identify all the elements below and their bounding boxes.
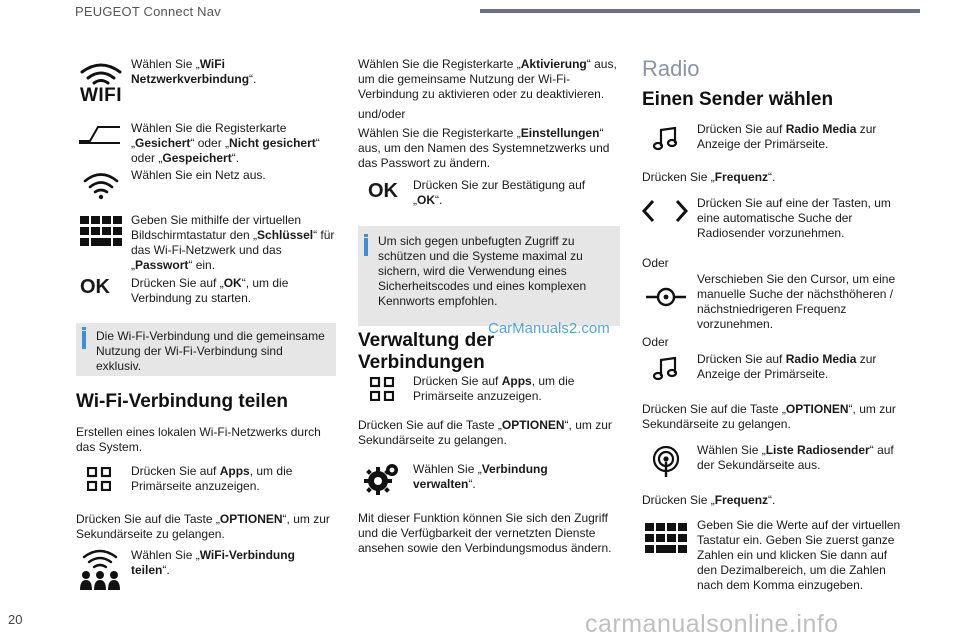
oder-label: Oder [642, 256, 669, 270]
step-text: Wählen Sie die Registerkarte „ [131, 121, 287, 150]
info-note [358, 226, 620, 326]
step-keyword: OPTIONEN [785, 402, 849, 416]
ok-icon: OK [368, 180, 398, 202]
step-keyword: Liste Radiosender [765, 443, 870, 457]
step-keyword: Gespeichert [162, 151, 232, 165]
info-icon [82, 331, 86, 349]
step-keyword: Einstellungen [520, 126, 600, 140]
paragraph-settings [358, 126, 620, 171]
step-text: zur Anzeige der Primärseite. [697, 122, 877, 151]
step-keyword: Frequenz [714, 170, 769, 184]
step-keyword: OK [223, 276, 242, 290]
step-select-network: Wählen Sie ein Netz aus. [131, 168, 266, 182]
step-manual-search: Verschieben Sie den Cursor, um eine manuelle Suche der nächsthöheren / nächstniedrigeren Frequenz vorzunehmen. [697, 272, 896, 331]
step-keyword: Radio Media [785, 122, 857, 136]
step-text: , um die Primärseite anzuzeigen. [131, 464, 293, 493]
wifi-icon-label: WIFI [79, 85, 123, 106]
keyboard-icon [80, 216, 122, 246]
step-keyword: Apps [219, 464, 250, 478]
step-keyword: Aktivierung [520, 57, 587, 71]
radio-station-icon [650, 446, 682, 478]
paragraph [642, 170, 775, 185]
step-text: “. [435, 193, 443, 207]
paragraph-activation [358, 57, 620, 102]
step-radio-media [697, 352, 897, 382]
step-manage-connection [413, 462, 613, 492]
section-heading: Verwaltung der Verbindungen [358, 330, 495, 373]
step-text: “ oder „ [131, 136, 320, 165]
wifi-signal-icon [82, 170, 120, 200]
step-keyword: Frequenz [714, 493, 769, 507]
note-text: Um sich gegen unbefugten Zugriff zu schützen und die Systeme maximal zu sichern, wird die Verwendung eines Sicherheitscodes und eines komplexen Kennworts empfohlen. [378, 234, 587, 308]
step-select-tab [131, 121, 341, 166]
music-note-icon [652, 126, 678, 152]
step-confirm-ok [413, 178, 613, 208]
step-text: “, um zur Sekundärseite zu gelangen. [642, 402, 896, 431]
step-text: “. [768, 493, 776, 507]
step-auto-search: Drücken Sie auf eine der Tasten, um eine automatische Suche der Radiosender vorzunehmen. [697, 196, 891, 240]
paragraph [642, 402, 904, 432]
watermark: CarManuals2.com [488, 320, 610, 337]
step-keyword: OK [417, 193, 435, 207]
step-text: Drücken Sie auf die Taste „ [358, 418, 502, 432]
info-note [76, 323, 336, 376]
step-text: Drücken Sie „ [642, 170, 715, 184]
step-wifi-share [131, 548, 321, 578]
step-keyword: Apps [501, 374, 532, 388]
paragraph [76, 512, 338, 542]
step-keyword: Verbindung verwalten [413, 462, 548, 491]
step-keyword: Gesichert [135, 136, 191, 150]
step-keyword: WiFi Netzwerkverbindung [131, 57, 250, 86]
step-text: “. [768, 170, 776, 184]
step-press-ok [131, 276, 321, 306]
step-radio-media [697, 122, 897, 152]
step-press-apps [413, 374, 613, 404]
step-text: Drücken Sie auf die Taste „ [642, 402, 786, 416]
step-text: Drücken Sie zur Bestätigung auf „ [413, 178, 586, 207]
step-text: “. [162, 563, 170, 577]
step-text: Wählen Sie die Registerkarte „ [358, 126, 521, 140]
step-keyword: OPTIONEN [501, 418, 565, 432]
wifi-share-icon [79, 548, 121, 592]
page-number: 20 [8, 612, 23, 627]
ok-icon: OK [80, 276, 110, 298]
oder-label: Oder [642, 335, 669, 349]
header-rule [480, 9, 920, 13]
step-text: Drücken Sie auf „ [131, 276, 224, 290]
step-text: “ ein. [188, 258, 216, 272]
step-text: zur Anzeige der Primärseite. [697, 352, 877, 381]
step-text: Drücken Sie auf [697, 352, 786, 366]
paragraph: Erstellen eines lokalen Wi-Fi-Netzwerks durch das System. [76, 425, 321, 454]
paragraph [358, 418, 620, 448]
step-text: “ aus, um die gemeinsame Nutzung der Wi-Fi-Verbindung zu aktivieren oder zu deaktivieren. [358, 57, 617, 101]
watermark: carmanualsonline.info [585, 610, 839, 638]
step-text: Geben Sie mithilfe der virtuellen Bildschirmtastatur den „ [131, 213, 302, 242]
step-keyword: Radio Media [785, 352, 857, 366]
step-enter-frequency: Geben Sie die Werte auf der virtuellen Tastatur ein. Geben Sie zuerst ganze Zahlen ein und klicken Sie dann auf den Dezimalbereich, um die Zahlen nach dem Komma einzugeben. [697, 518, 901, 592]
step-keyword: Passwort [135, 258, 189, 272]
apps-icon [87, 467, 111, 491]
gears-icon [364, 462, 400, 496]
info-icon [364, 238, 368, 256]
step-text: “, um die Verbindung zu starten. [131, 276, 289, 305]
step-station-list [697, 443, 897, 473]
paragraph-and-or: und/oder [358, 107, 406, 121]
step-text: “. [249, 72, 257, 86]
step-text: “ auf der Sekundärseite aus. [697, 443, 894, 472]
step-text: Drücken Sie auf die Taste „ [76, 512, 220, 526]
paragraph [642, 493, 775, 508]
step-text: “. [468, 477, 476, 491]
music-note-icon [652, 356, 678, 382]
chevron-left-right-icon [641, 199, 689, 223]
slider-cursor-icon [646, 284, 686, 310]
tab-icon [76, 124, 122, 144]
paragraph: Mit dieser Funktion können Sie sich den Zugriff und die Verfügbarkeit der vernetzten Dienste ansehen sowie den Verbindungsmodus ändern. [358, 511, 612, 555]
wifi-icon [78, 62, 124, 106]
step-text: Drücken Sie auf [697, 122, 786, 136]
step-press-apps [131, 464, 321, 494]
note-text: Die Wi-Fi-Verbindung und die gemeinsame Nutzung der Wi-Fi-Verbindung sind exklusiv. [96, 329, 325, 373]
step-text: Drücken Sie auf [413, 374, 502, 388]
step-keyword: WiFi-Verbindung teilen [131, 548, 295, 577]
step-text: Wählen Sie „ [413, 462, 482, 476]
step-keyword: Schlüssel [257, 228, 314, 242]
step-keyword: Nicht gesichert [229, 136, 316, 150]
apps-icon [370, 377, 394, 401]
section-heading: Einen Sender wählen [642, 89, 834, 110]
step-text: Wählen Sie „ [131, 57, 200, 71]
keyboard-icon [645, 523, 687, 553]
page-header-title: PEUGEOT Connect Nav [75, 4, 221, 19]
step-text: , um die Primärseite anzuzeigen. [413, 374, 575, 403]
step-text: “, um zur Sekundärseite zu gelangen. [76, 512, 330, 541]
step-enter-key [131, 213, 341, 273]
section-heading: Wi-Fi-Verbindung teilen [76, 391, 288, 412]
step-text: Wählen Sie „ [697, 443, 766, 457]
step-wifi-network [131, 57, 331, 87]
step-keyword: OPTIONEN [219, 512, 283, 526]
step-text: “ aus, um den Namen des Systemnetzwerks und das Passwort zu ändern. [358, 126, 610, 170]
step-text: Wählen Sie die Registerkarte „ [358, 57, 521, 71]
step-text: Drücken Sie auf [131, 464, 220, 478]
step-text: Wählen Sie „ [131, 548, 200, 562]
step-text: “ für das Wi-Fi-Netzwerk und das „ [131, 228, 335, 272]
step-text: “ oder „ [190, 136, 230, 150]
chapter-title: Radio [642, 56, 700, 81]
step-text: “. [231, 151, 240, 165]
step-text: “, um zur Sekundärseite zu gelangen. [358, 418, 612, 447]
step-text: Drücken Sie „ [642, 493, 715, 507]
